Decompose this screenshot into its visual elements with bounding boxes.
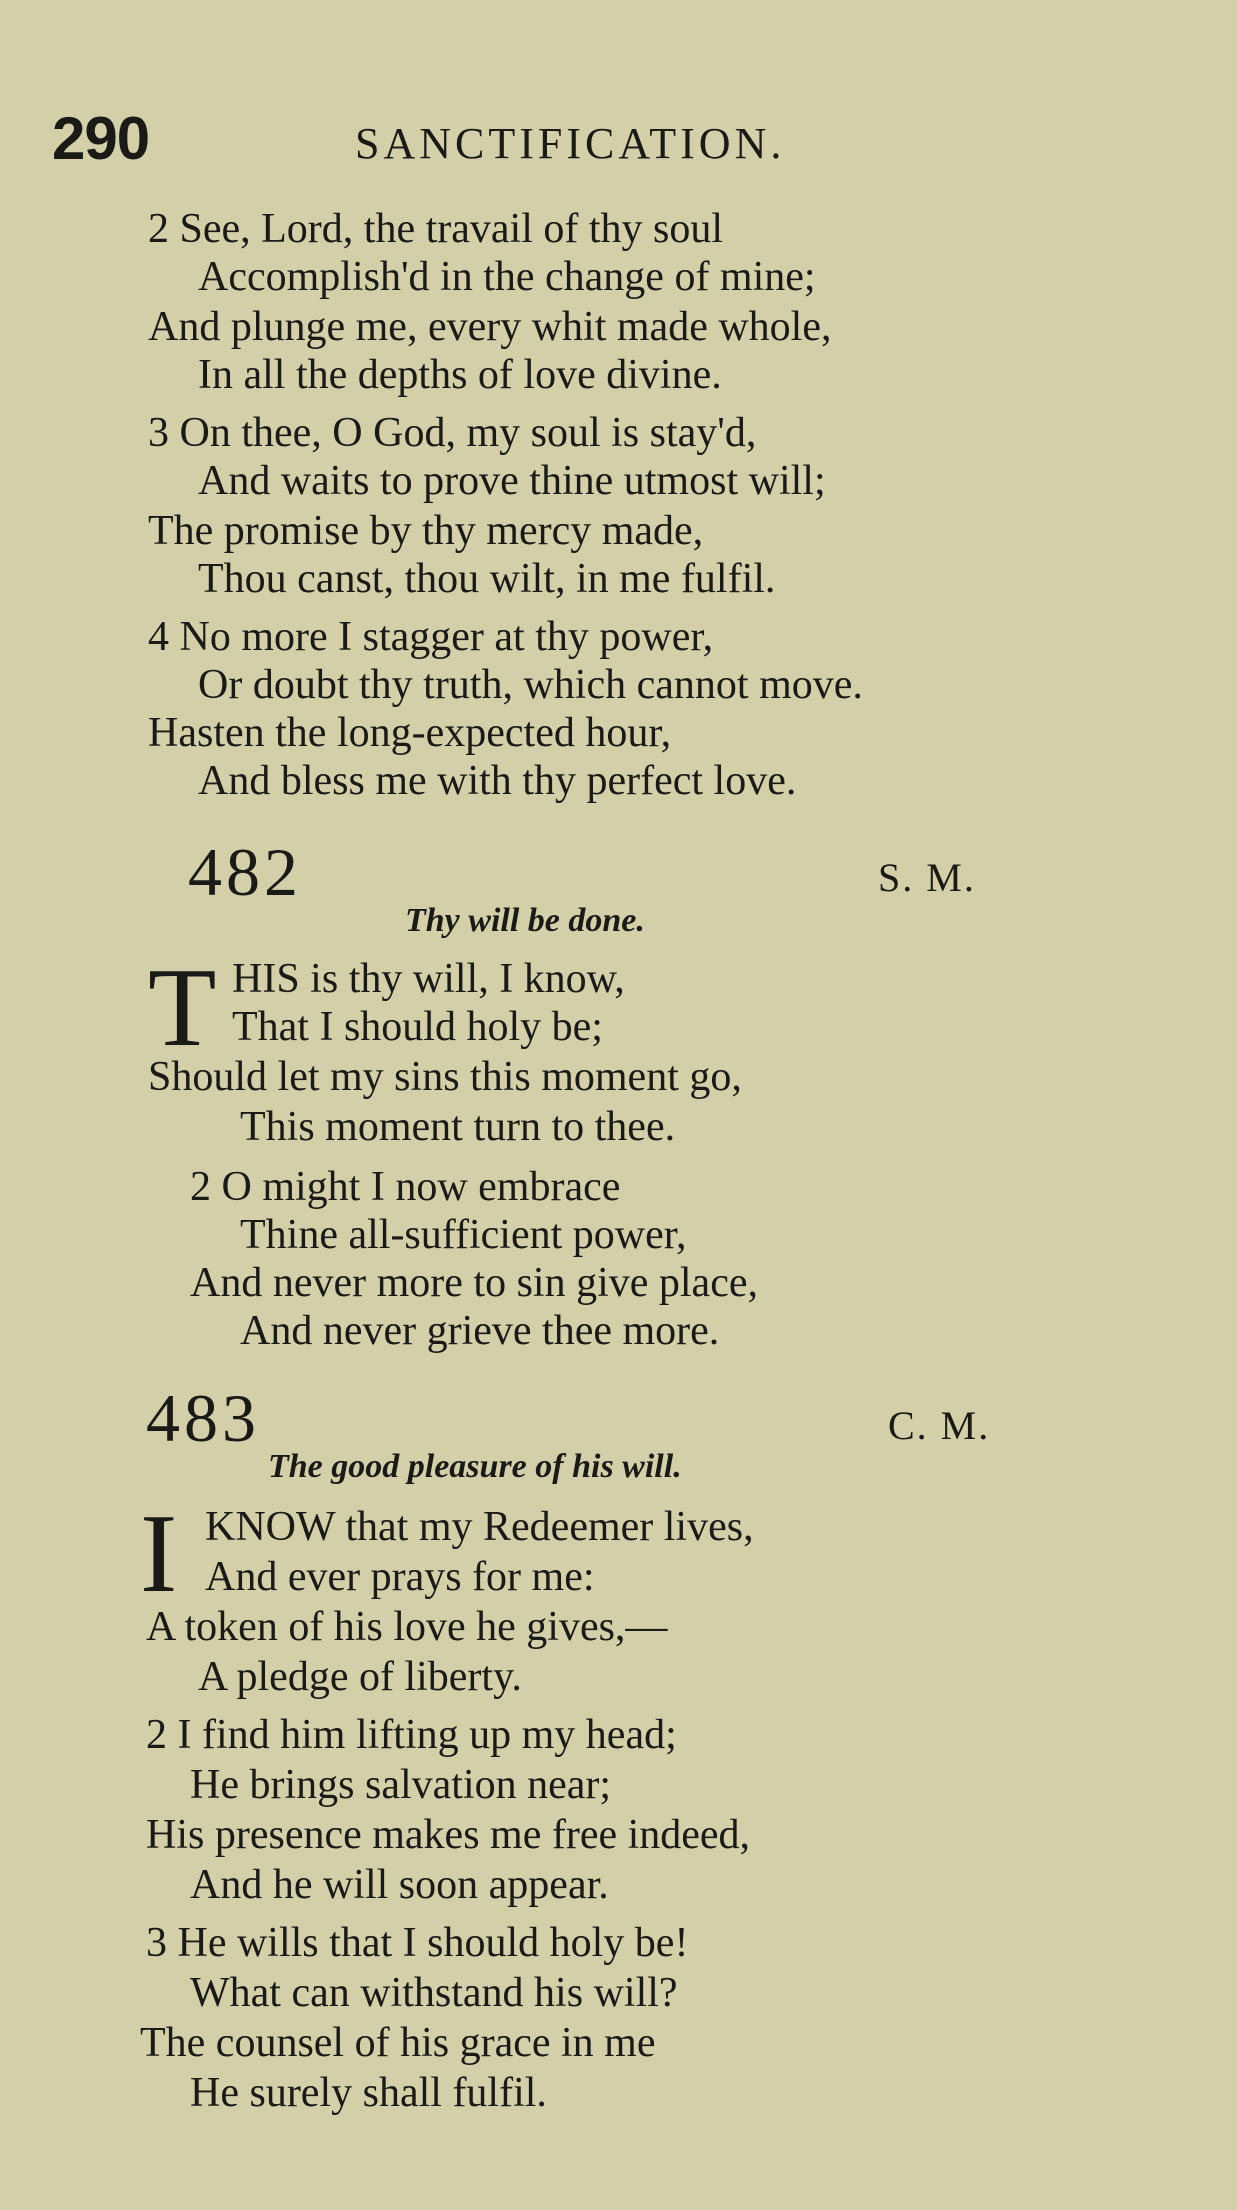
verse-line: The promise by thy mercy made, xyxy=(148,508,704,554)
verse-line: Thine all-sufficient power, xyxy=(240,1212,687,1258)
verse-line: 2 See, Lord, the travail of thy soul xyxy=(148,206,724,252)
verse-line: A token of his love he gives,— xyxy=(146,1604,668,1650)
drop-cap: I xyxy=(140,1492,178,1616)
verse-line: Hasten the long-expected hour, xyxy=(148,710,672,756)
hymn-subtitle: Thy will be done. xyxy=(405,902,645,939)
verse-line: In all the depths of love divine. xyxy=(198,352,722,398)
hymn-number: 483 xyxy=(146,1380,260,1456)
verse-line: That I should holy be; xyxy=(232,1004,603,1050)
verse-line: This moment turn to thee. xyxy=(240,1104,676,1150)
verse-line: He surely shall fulfil. xyxy=(190,2070,547,2116)
verse-line: HIS is thy will, I know, xyxy=(232,956,625,1002)
verse-line: And never more to sin give place, xyxy=(190,1260,758,1306)
hymn-subtitle: The good pleasure of his will. xyxy=(268,1448,682,1485)
verse-line: And waits to prove thine utmost will; xyxy=(198,458,826,504)
hymn-meter: S. M. xyxy=(878,855,976,900)
verse-line: Should let my sins this moment go, xyxy=(148,1054,742,1100)
verse-line: Or doubt thy truth, which cannot move. xyxy=(198,662,863,708)
verse-line: A pledge of liberty. xyxy=(198,1654,522,1700)
verse-line: 3 On thee, O God, my soul is stay'd, xyxy=(148,410,757,456)
verse-line: His presence makes me free indeed, xyxy=(146,1812,751,1858)
verse-line: Thou canst, thou wilt, in me fulfil. xyxy=(198,556,776,602)
verse-line: Accomplish'd in the change of mine; xyxy=(198,254,816,300)
verse-line: The counsel of his grace in me xyxy=(140,2020,656,2066)
verse-line: 3 He wills that I should holy be! xyxy=(146,1920,689,1966)
drop-cap: T xyxy=(148,946,217,1070)
verse-line: And he will soon appear. xyxy=(190,1862,609,1908)
verse-line: And never grieve thee more. xyxy=(240,1308,720,1354)
verse-line: And plunge me, every whit made whole, xyxy=(148,304,832,350)
verse-line: And ever prays for me: xyxy=(205,1554,595,1600)
page-number: 290 xyxy=(52,105,150,172)
hymn-number: 482 xyxy=(188,834,302,910)
verse-line: And bless me with thy perfect love. xyxy=(198,758,797,804)
verse-line: What can withstand his will? xyxy=(190,1970,678,2016)
verse-line: 4 No more I stagger at thy power, xyxy=(148,614,714,660)
verse-line: 2 O might I now embrace xyxy=(190,1164,621,1210)
hymn-meter: C. M. xyxy=(888,1403,991,1448)
verse-line: 2 I find him lifting up my head; xyxy=(146,1712,677,1758)
verse-line: He brings salvation near; xyxy=(190,1762,612,1808)
verse-line: KNOW that my Redeemer lives, xyxy=(205,1504,754,1550)
running-title: SANCTIFICATION. xyxy=(355,119,786,168)
